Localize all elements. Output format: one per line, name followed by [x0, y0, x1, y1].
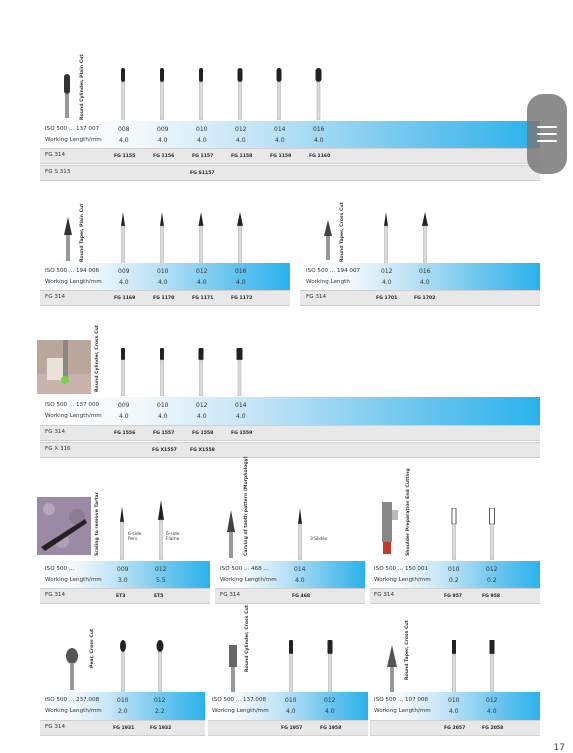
bur-icon	[62, 217, 74, 261]
product-name: Round Taper, Cross Cut	[340, 202, 345, 262]
bur-icon	[226, 645, 240, 693]
length-cell: 4.0	[286, 708, 296, 715]
fg-code: FG 1170	[153, 296, 175, 301]
length-cell: 0.2	[449, 577, 459, 584]
length-cell: 4.0	[197, 413, 207, 420]
clinical-photo	[37, 340, 91, 394]
fg-code: FG 1556	[114, 431, 136, 436]
fg-code: FG 1558	[192, 431, 214, 436]
fg-label: FG 314	[306, 294, 327, 300]
fg-code: FG 1557	[153, 431, 175, 436]
bur-icon	[322, 220, 334, 260]
product-name: Shoulder Preparation End Cutting	[406, 468, 411, 556]
iso-label: ISO 500 ... 137.008	[212, 697, 267, 703]
fg-code: FG 958	[482, 594, 501, 599]
bur-sub-label: 6-side Pers	[128, 532, 142, 542]
product-name: Pear, Cross Cut	[90, 628, 95, 668]
fg-code: FG S1157	[190, 171, 215, 176]
fg-code: FG 1171	[192, 296, 214, 301]
bur-icon	[326, 640, 334, 692]
length-cell: 4.0	[295, 577, 305, 584]
length-cell: 4.0	[119, 279, 129, 286]
fg-code: FG 1559	[231, 431, 253, 436]
product-name: Round Cylinder, Plain Cut	[80, 54, 85, 120]
product-name: Round Taper, Plain Cut	[80, 203, 85, 262]
length-cell: 4.0	[236, 279, 246, 286]
product-name: Round Cylinder, Cross Cut	[245, 605, 250, 672]
iso-label: ISO 500 ... 150 001	[374, 566, 429, 572]
length-cell: 4.0	[314, 137, 324, 144]
bur-icon	[382, 212, 390, 264]
bur-icon	[156, 640, 164, 692]
size-cell: 010	[448, 566, 460, 573]
size-cell: 012	[486, 566, 498, 573]
bur-icon	[156, 500, 166, 560]
bur-sub-label: 3 Slides	[310, 537, 328, 542]
length-cell: 2.0	[118, 708, 128, 715]
working-length-label: Working Length/mm	[45, 413, 102, 419]
fg-code: FG 1172	[231, 296, 253, 301]
size-cell: 010	[196, 126, 208, 133]
fg-code: FG 1160	[309, 154, 331, 159]
product-name: Scaling to remove Tartar	[95, 492, 100, 556]
size-cell: 012	[381, 268, 393, 275]
iso-label: ISO 500 ...	[45, 566, 75, 572]
size-cell: 012	[486, 697, 498, 704]
fg-code: FG 1701	[376, 296, 398, 301]
length-cell: 4.0	[158, 413, 168, 420]
iso-label: ISO 500 ... 194 007	[306, 268, 361, 274]
bur-icon	[314, 68, 324, 120]
fg-code: FG 1957	[281, 726, 303, 731]
working-length-label: Working Length/mm	[374, 708, 431, 714]
iso-label: ISO 500 ... 137 009	[45, 402, 100, 408]
bur-icon	[118, 506, 126, 560]
bur-icon	[420, 212, 430, 264]
fg-code: FG 1932	[150, 726, 172, 731]
length-cell: 4.0	[275, 137, 285, 144]
bur-icon	[119, 348, 127, 396]
iso-label: ISO 500 ... 237.008	[45, 697, 100, 703]
fg-code: FG 468	[292, 594, 311, 599]
size-cell: 009	[117, 566, 129, 573]
length-cell: 4.0	[449, 708, 459, 715]
length-cell: 5.5	[156, 577, 166, 584]
sem-photo	[37, 497, 91, 555]
bur-icon	[450, 640, 458, 692]
fg-code: ET5	[154, 594, 164, 599]
iso-label: ISO 500 ... 194 006	[45, 268, 100, 274]
size-cell: 012	[155, 566, 167, 573]
working-length-label: Working Length/mm	[45, 708, 102, 714]
menu-icon	[537, 140, 557, 142]
size-cell: 009	[118, 402, 130, 409]
working-length-label: Working Length/mm	[220, 577, 277, 583]
bur-icon	[158, 348, 166, 396]
working-length-label: Working Length/mm	[45, 137, 102, 143]
fg-code: FG 1931	[113, 726, 135, 731]
fg-code: FG 1156	[153, 154, 175, 159]
size-cell: 008	[118, 126, 130, 133]
size-cell: 016	[419, 268, 431, 275]
bur-icon	[296, 508, 304, 560]
size-cell: 016	[313, 126, 325, 133]
fg-code: FG 1157	[192, 154, 214, 159]
product-name: Carving of tooth pattern (Morphology)	[244, 456, 249, 556]
bur-icon	[197, 212, 205, 264]
size-cell: 010	[448, 697, 460, 704]
menu-icon	[537, 133, 557, 135]
fg-row	[40, 442, 540, 458]
menu-button[interactable]	[527, 94, 567, 174]
fg-code: FG 2057	[444, 726, 466, 731]
length-cell: 4.0	[197, 279, 207, 286]
bur-icon	[287, 640, 295, 692]
bur-icon	[119, 212, 127, 264]
size-cell: 012	[196, 402, 208, 409]
size-cell: 012	[154, 697, 166, 704]
length-cell: 4.0	[119, 137, 129, 144]
fg-code: FG 1702	[414, 296, 436, 301]
menu-icon	[537, 126, 557, 128]
length-cell: 3.0	[118, 577, 128, 584]
working-length-label: Working Length/mm	[212, 708, 269, 714]
length-cell: 4.0	[236, 137, 246, 144]
working-length-label: Working Length/mm	[374, 577, 431, 583]
bur-sub-label: 6-side Flame	[166, 532, 180, 542]
size-cell: 014	[274, 126, 286, 133]
length-cell: 4.0	[487, 708, 497, 715]
fg-label: FG 314	[220, 592, 241, 598]
fg-label: FG 314	[45, 152, 66, 158]
page-number: 17	[553, 743, 565, 753]
fg-label: FG 314	[45, 724, 66, 730]
length-cell: 4.0	[158, 279, 168, 286]
working-length-label: Working Length	[306, 279, 350, 285]
size-cell: 010	[157, 268, 169, 275]
fg-label: FG 314	[45, 294, 66, 300]
fg-label: FG S 313	[45, 169, 71, 175]
length-cell: 4.0	[420, 279, 430, 286]
size-cell: 012	[235, 126, 247, 133]
fg-code: FG 1159	[270, 154, 292, 159]
bur-icon	[119, 68, 127, 120]
fg-label: FG 314	[374, 592, 395, 598]
length-cell: 4.0	[236, 413, 246, 420]
length-cell: 4.0	[382, 279, 392, 286]
bur-icon	[158, 212, 166, 264]
fg-code: FG 2058	[482, 726, 504, 731]
fg-code: ET3	[116, 594, 126, 599]
size-cell: 009	[118, 268, 130, 275]
size-cell: 012	[324, 697, 336, 704]
bur-icon	[158, 68, 166, 120]
length-cell: 4.0	[325, 708, 335, 715]
length-cell: 4.0	[158, 137, 168, 144]
fg-code: FG X1557	[152, 448, 177, 453]
size-cell: 014	[294, 566, 306, 573]
bur-icon	[450, 508, 458, 560]
bur-icon	[197, 348, 205, 396]
bur-icon	[60, 74, 74, 118]
working-length-label: Working Length/mm	[45, 577, 102, 583]
size-cell: 016	[235, 268, 247, 275]
fg-label: FG 314	[45, 592, 66, 598]
size-cell: 012	[196, 268, 208, 275]
product-name: Round Cylinder, Cross Cut	[95, 325, 100, 392]
bur-icon	[378, 500, 400, 558]
bur-icon	[235, 348, 245, 396]
fg-label: FG 314	[45, 429, 66, 435]
fg-code: FG 1158	[231, 154, 253, 159]
bur-icon	[385, 645, 399, 693]
length-cell: 4.0	[119, 413, 129, 420]
size-cell: 014	[235, 402, 247, 409]
fg-row	[40, 165, 540, 181]
fg-code: FG 1155	[114, 154, 136, 159]
size-cell: 009	[157, 126, 169, 133]
bur-icon	[235, 212, 245, 264]
size-cell: 010	[285, 697, 297, 704]
bur-icon	[275, 68, 283, 120]
iso-label: ISO 500 ... 107 008	[374, 697, 429, 703]
bur-icon	[488, 508, 496, 560]
bur-icon	[488, 640, 496, 692]
bur-icon	[225, 510, 237, 558]
fg-code: FG 957	[444, 594, 463, 599]
bur-icon	[65, 648, 79, 690]
iso-label: ISO 500 ... 468 ...	[220, 566, 269, 572]
bur-icon	[119, 640, 127, 692]
fg-code: FG X1558	[190, 448, 215, 453]
bur-icon	[236, 68, 244, 120]
size-cell: 010	[157, 402, 169, 409]
fg-code: FG 1169	[114, 296, 136, 301]
working-length-label: Working Length/mm	[45, 279, 102, 285]
bur-icon	[197, 68, 205, 120]
size-cell: 010	[117, 697, 129, 704]
fg-code: FG 1958	[320, 726, 342, 731]
length-cell: 0.2	[487, 577, 497, 584]
length-cell: 4.0	[197, 137, 207, 144]
length-cell: 2.2	[155, 708, 165, 715]
product-name: Round Taper, Cross Cut	[405, 620, 410, 680]
fg-label: FG X 316	[45, 446, 71, 452]
iso-label: ISO 500 ... 137 007	[45, 126, 100, 132]
